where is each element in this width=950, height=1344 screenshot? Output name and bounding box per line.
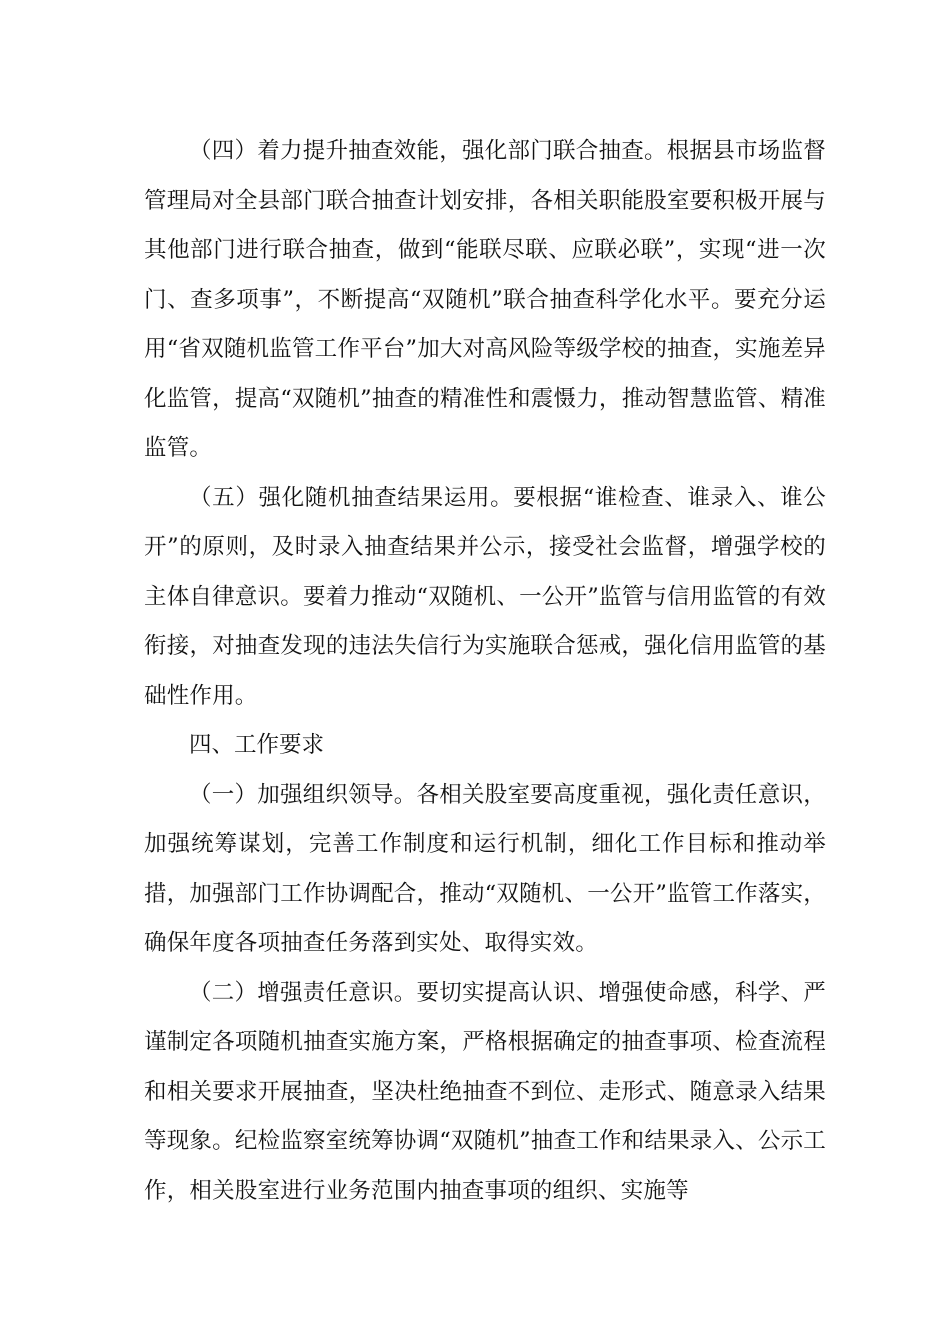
paragraph-4-audit-efficiency: （四）着力提升抽查效能，强化部门联合抽查。根据县市场监督管理局对全县部门联合抽查计划安排，各相关职能股室要积极开展与其他部门进行联合抽查，做到“能联尽联、应联必联”，实现“进一次门、查多项事”，不断提高“双随机”联合抽查科学化水平。要充分运用“省双随机监管工作平台”加大对高风险等级学校的抽查，实施差异化监管，提高“双随机”抽查的精准性和震慑力，推动智慧监管、精准监管。 xyxy=(144,138,826,461)
paragraph-5-result-application: （五）强化随机抽查结果运用。要根据“谁检查、谁录入、谁公开”的原则，及时录入抽查结果并公示，接受社会监督，增强学校的主体自律意识。要着力推动“双随机、一公开”监管与信用监管的有效衔接，对抽查发现的违法失信行为实施联合惩戒，强化信用监管的基础性作用。 xyxy=(144,484,826,709)
section-heading-work-requirements: 四、工作要求 xyxy=(189,732,325,758)
document-body xyxy=(144,127,826,1216)
requirement-2-responsibility: （二）增强责任意识。要切实提高认识、增强使命感，科学、严谨制定各项随机抽查实施方案，严格根据确定的抽查事项、检查流程和相关要求开展抽查，坚决杜绝抽查不到位、走形式、随意录入结果等现象。纪检监察室统筹协调“双随机”抽查工作和结果录入、公示工作，相关股室进行业务范围内抽查事项的组织、实施等 xyxy=(144,979,826,1204)
requirement-1-organization: （一）加强组织领导。各相关股室要高度重视，强化责任意识，加强统筹谋划，完善工作制度和运行机制，细化工作目标和推动举措，加强部门工作协调配合，推动“双随机、一公开”监管工作落实，确保年度各项抽查任务落到实处、取得实效。 xyxy=(144,781,826,956)
